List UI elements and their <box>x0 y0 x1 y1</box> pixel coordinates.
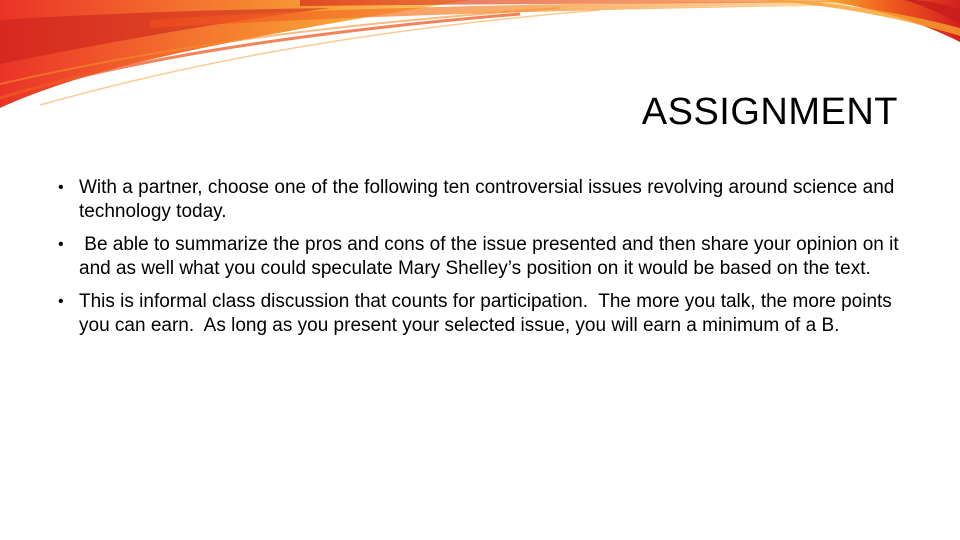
bullet-item <box>58 233 908 281</box>
bullet-list <box>58 176 908 347</box>
bullet-marker: • <box>58 236 64 253</box>
bullet-marker: • <box>58 179 64 196</box>
bullet-item <box>58 176 908 224</box>
bullet-text: With a partner, choose one of the following ten controversial issues revolving around science and technology today. <box>79 177 895 222</box>
bullet-marker: • <box>58 293 64 310</box>
bullet-text: Be able to summarize the pros and cons of the issue presented and then share your opinion on it and as well what you could speculate Mary Shelley’s position on it would be based on the text. <box>79 234 904 279</box>
bullet-item <box>58 290 908 338</box>
bullet-text: This is informal class discussion that counts for participation. The more you talk, the more points you can earn. As long as you present your selected issue, you will earn a minimum of a B. <box>79 291 898 336</box>
slide-title: ASSIGNMENT <box>641 91 898 133</box>
